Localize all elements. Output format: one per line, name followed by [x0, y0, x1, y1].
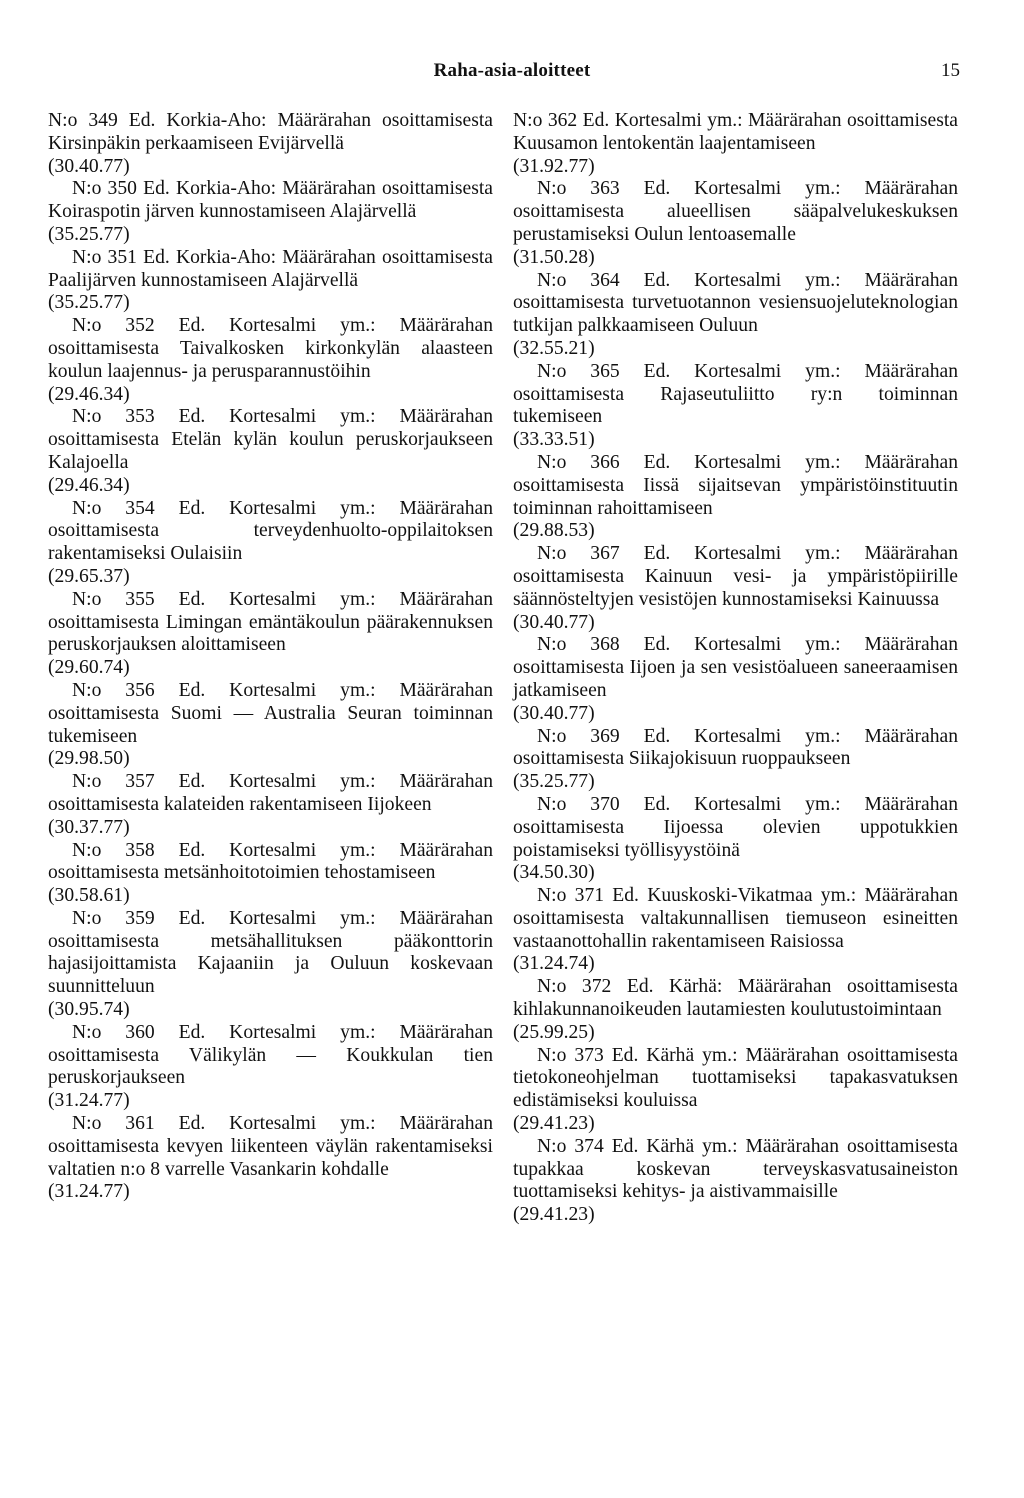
- budget-code: (35.25.77): [48, 223, 130, 245]
- budget-code: (34.50.30): [513, 862, 595, 884]
- budget-code: (29.46.34): [48, 474, 130, 496]
- motion-entry: [513, 976, 958, 1044]
- page-number: 15: [941, 60, 960, 81]
- motion-text: N:o 367 Ed. Kortesalmi ym.: Määrärahan osoittamisesta Kainuun vesi- ja ympäristöpiirille säännösteltyjen vesistöjen kunnostamiseksi Kainuussa: [513, 543, 958, 610]
- motion-entry: [48, 1113, 493, 1204]
- budget-code: (31.24.77): [48, 1090, 130, 1112]
- motion-entry: [513, 178, 958, 269]
- motion-text: N:o 365 Ed. Kortesalmi ym.: Määrärahan osoittamisesta Rajaseutuliitto ry:n toiminnan tukemiseen: [513, 360, 958, 428]
- motion-entry: [48, 406, 493, 497]
- motion-text: N:o 357 Ed. Kortesalmi ym.: Määrärahan osoittamisesta kalateiden rakentamiseen Iijokeen: [48, 771, 493, 815]
- budget-code: (35.25.77): [48, 292, 130, 314]
- budget-code: (30.40.77): [513, 702, 595, 724]
- motion-text: N:o 362 Ed. Kortesalmi ym.: Määrärahan osoittamisesta Kuusamon lentokentän laajentamiseen: [513, 110, 958, 154]
- motion-text: N:o 372 Ed. Kärhä: Määrärahan osoittamisesta kihlakunnanoikeuden lautamiesten koulutustoimintaan: [513, 976, 958, 1021]
- budget-code: (29.98.50): [48, 748, 130, 770]
- motion-text: N:o 364 Ed. Kortesalmi ym.: Määrärahan osoittamisesta turvetuotannon vesiensuojeluteknologian tutkijan palkkaamiseen Ouluun: [513, 269, 958, 337]
- motion-entry: [513, 110, 958, 178]
- budget-code: (29.65.37): [48, 565, 130, 587]
- motion-text: N:o 361 Ed. Kortesalmi ym.: Määrärahan osoittamisesta kevyen liikenteen väylän rakentamiseksi valtatien n:o 8 varrelle Vasankarin kohdalle: [48, 1113, 493, 1180]
- motion-entry: [48, 840, 493, 908]
- left-column: [48, 110, 493, 1204]
- budget-code: (29.41.23): [513, 1113, 595, 1135]
- motion-entry: [48, 315, 493, 406]
- motion-text: N:o 349 Ed. Korkia-Aho: Määrärahan osoittamisesta Kirsinpäkin perkaamiseen Evijärvellä: [48, 110, 493, 154]
- motion-entry: [48, 498, 493, 589]
- motion-entry: [513, 270, 958, 361]
- motion-text: N:o 363 Ed. Kortesalmi ym.: Määrärahan osoittamisesta alueellisen sääpalvelukeskuksen perustamiseksi Oulun lentoasemalle: [513, 178, 958, 245]
- motion-text: N:o 374 Ed. Kärhä ym.: Määrärahan osoittamisesta tupakkaa koskevan terveyskasvatusaineiston tuottamiseksi kehitys- ja aistivammaisille: [513, 1135, 958, 1203]
- budget-code: (29.60.74): [48, 657, 130, 679]
- right-column: [513, 110, 958, 1227]
- motion-text: N:o 355 Ed. Kortesalmi ym.: Määrärahan osoittamisesta Limingan emäntäkoulun päärakennuksen peruskorjauksen aloittamiseen: [48, 588, 493, 656]
- motion-text: N:o 360 Ed. Kortesalmi ym.: Määrärahan osoittamisesta Välikylän — Koukkulan tien peruskorjaukseen: [48, 1021, 493, 1089]
- motion-entry: [48, 680, 493, 771]
- budget-code: (31.92.77): [513, 155, 595, 177]
- motion-entry: [48, 1022, 493, 1113]
- motion-text: N:o 373 Ed. Kärhä ym.: Määrärahan osoittamisesta tietokoneohjelman tuottamiseksi tapakasvatuksen edistämiseksi kouluissa: [513, 1044, 958, 1112]
- budget-code: (35.25.77): [513, 771, 595, 793]
- motion-entry: [513, 361, 958, 452]
- motion-entry: [513, 1045, 958, 1136]
- budget-code: (30.40.77): [48, 155, 130, 177]
- motion-entry: [513, 885, 958, 976]
- budget-code: (31.24.77): [48, 1181, 130, 1203]
- motion-text: N:o 369 Ed. Kortesalmi ym.: Määrärahan osoittamisesta Siikajokisuun ruoppaukseen: [513, 725, 958, 770]
- motion-text: N:o 352 Ed. Kortesalmi ym.: Määrärahan osoittamisesta Taivalkosken kirkonkylän alaasteen koulun laajennus- ja perusparannustöihin: [48, 315, 493, 382]
- motion-text: N:o 356 Ed. Kortesalmi ym.: Määrärahan osoittamisesta Suomi — Australia Seuran toiminnan tukemiseen: [48, 679, 493, 747]
- budget-code: (29.46.34): [48, 383, 130, 405]
- motion-entry: [513, 543, 958, 634]
- budget-code: (33.33.51): [513, 429, 595, 451]
- motion-entry: [48, 247, 493, 315]
- motion-entry: [48, 178, 493, 246]
- budget-code: (30.37.77): [48, 816, 130, 838]
- budget-code: (29.88.53): [513, 520, 595, 542]
- motion-text: N:o 359 Ed. Kortesalmi ym.: Määrärahan osoittamisesta metsähallituksen pääkonttorin hajasijoittamista Kajaaniin ja Ouluun koskevaan suunnitteluun: [48, 907, 493, 998]
- page-header: [0, 54, 1024, 84]
- motion-text: N:o 370 Ed. Kortesalmi ym.: Määrärahan osoittamisesta Iijoessa olevien uppotukkien poistamiseksi työllisyystöinä: [513, 793, 958, 861]
- budget-code: (31.24.74): [513, 953, 595, 975]
- motion-entry: [48, 908, 493, 1022]
- motion-entry: [513, 726, 958, 794]
- budget-code: (29.41.23): [513, 1204, 595, 1226]
- budget-code: (32.55.21): [513, 337, 595, 359]
- motion-text: N:o 354 Ed. Kortesalmi ym.: Määrärahan osoittamisesta terveydenhuolto-oppilaitoksen rakentamiseksi Oulaisiin: [48, 497, 493, 565]
- motion-entry: [513, 794, 958, 885]
- motion-text: N:o 358 Ed. Kortesalmi ym.: Määrärahan osoittamisesta metsänhoitotoimien tehostamiseen: [48, 839, 493, 884]
- motion-entry: [48, 589, 493, 680]
- motion-text: N:o 366 Ed. Kortesalmi ym.: Määrärahan osoittamisesta Iissä sijaitsevan ympäristöinstituutin toiminnan rahoittamiseen: [513, 451, 958, 519]
- budget-code: (25.99.25): [513, 1021, 595, 1043]
- motion-entry: [48, 110, 493, 178]
- running-title: Raha-asia-aloitteet: [433, 60, 591, 81]
- motion-text: N:o 351 Ed. Korkia-Aho: Määrärahan osoittamisesta Paalijärven kunnostamiseen Alajärvellä: [48, 246, 493, 291]
- budget-code: (31.50.28): [513, 246, 595, 268]
- motion-entry: [513, 452, 958, 543]
- budget-code: (30.95.74): [48, 999, 130, 1021]
- motion-entry: [513, 634, 958, 725]
- motion-text: N:o 368 Ed. Kortesalmi ym.: Määrärahan osoittamisesta Iijoen ja sen vesistöalueen saneeraamisen jatkamiseen: [513, 634, 958, 701]
- budget-code: (30.58.61): [48, 885, 130, 907]
- budget-code: (30.40.77): [513, 611, 595, 633]
- motion-text: N:o 371 Ed. Kuuskoski-Vikatmaa ym.: Määrärahan osoittamisesta valtakunnallisen tiemuseon esineitten vastaanottohallin rakentamiseen Raisiossa: [513, 885, 958, 952]
- motion-entry: [48, 771, 493, 839]
- motion-text: N:o 353 Ed. Kortesalmi ym.: Määrärahan osoittamisesta Etelän kylän koulun peruskorjaukseen Kalajoella: [48, 406, 493, 473]
- motion-entry: [513, 1136, 958, 1227]
- motion-text: N:o 350 Ed. Korkia-Aho: Määrärahan osoittamisesta Koiraspotin järven kunnostamiseen Alajärvellä: [48, 178, 493, 223]
